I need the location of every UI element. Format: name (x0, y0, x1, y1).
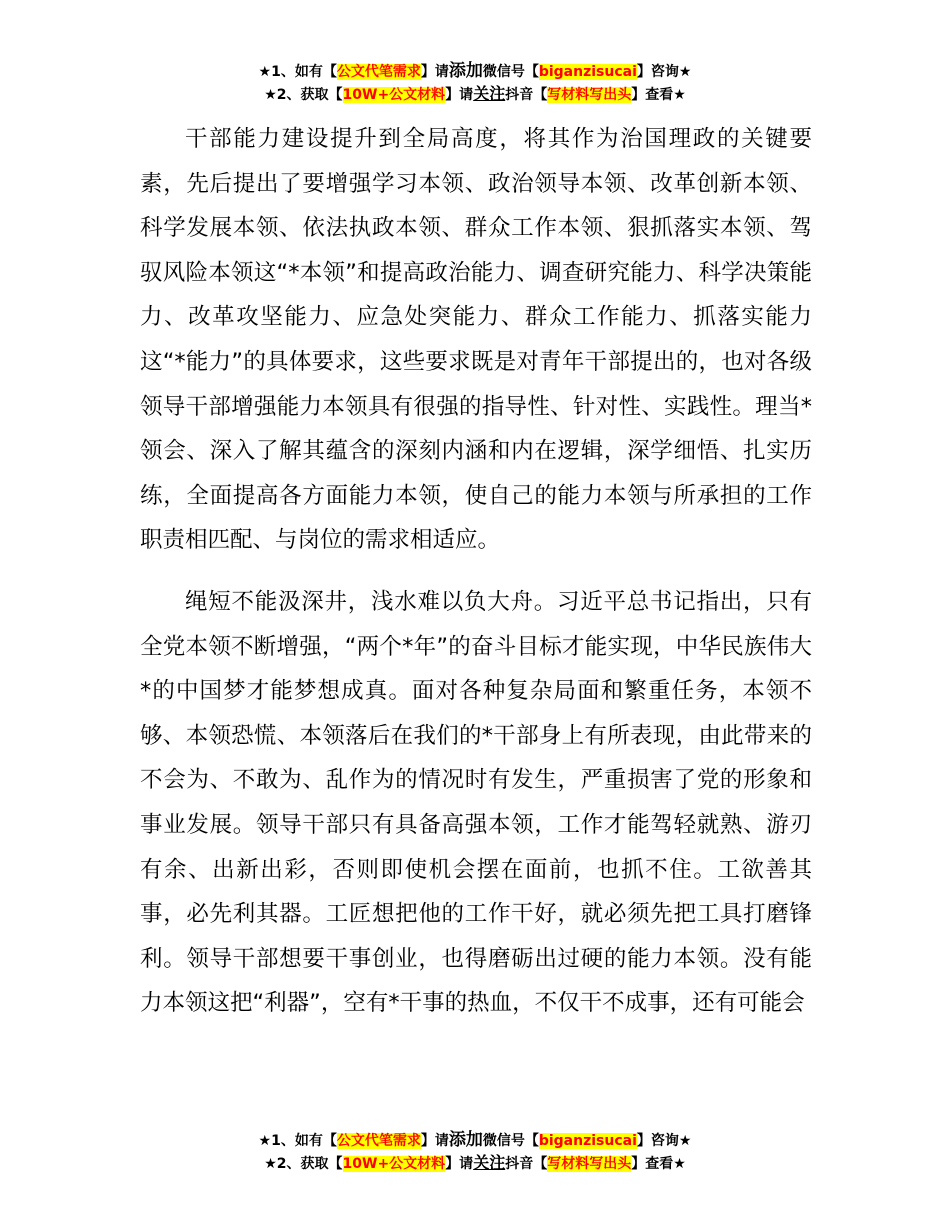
highlight-douyin-account: 写材料写出头 (547, 87, 632, 103)
highlight-materials: 10W+公文材料 (342, 87, 446, 103)
banner-text: 微信号【 (482, 1133, 539, 1149)
banner-text: 】查看★ (631, 1156, 686, 1172)
highlight-ghostwriting: 公文代笔需求 (336, 64, 421, 80)
banner-text: 】请 (445, 1156, 474, 1172)
banner-line-1 (0, 60, 950, 83)
banner-text: 】请 (420, 1133, 449, 1149)
banner-line-2 (0, 1152, 950, 1175)
emphasis-add: 添加 (448, 1130, 483, 1150)
highlight-wechat-id: biganzisucai (538, 64, 637, 80)
highlight-wechat-id: biganzisucai (538, 1133, 637, 1149)
highlight-materials: 10W+公文材料 (342, 1156, 446, 1172)
banner-line-2 (0, 83, 950, 106)
banner-text: 】咨询★ (636, 1133, 692, 1149)
banner-text: ★1、如有【 (258, 64, 337, 80)
banner-text: 】咨询★ (636, 64, 692, 80)
banner-text: 】查看★ (631, 87, 686, 103)
emphasis-follow: 关注 (473, 1153, 506, 1172)
document-body (140, 117, 812, 1026)
paragraph-2: 绳短不能汲深井，浅水难以负大舟。习近平总书记指出，只有全党本领不断增强，“两个*年”的奋斗目标才能实现，中华民族伟大*的中国梦才能梦想成真。面对各种复杂局面和繁重任务，本领不够、本领恐慌、本领落后在我们的*干部身上有所表现，由此带来的不会为、不敢为、乱作为的情况时有发生，严重损害了党的形象和事业发展。领导干部只有具备高强本领，工作才能驾轻就熟、游刃有余、出新出彩，否则即使机会摆在面前，也抓不住。工欲善其事，必先利其器。工匠想把他的工作干好，就必须先把工具打磨锋利。领导干部想要干事创业，也得磨砺出过硬的能力本领。没有能力本领这把“利器”，空有*干事的热血，不仅干不成事，还有可能会 (140, 588, 812, 1017)
banner-text: 微信号【 (482, 64, 539, 80)
emphasis-add: 添加 (448, 61, 483, 81)
highlight-ghostwriting: 公文代笔需求 (336, 1133, 421, 1149)
paragraph-1: 干部能力建设提升到全局高度，将其作为治国理政的关键要素，先后提出了要增强学习本领、政治领导本领、改革创新本领、科学发展本领、依法执政本领、群众工作本领、狠抓落实本领、驾驭风险本领这“*本领”和提高政治能力、调查研究能力、科学决策能力、改革攻坚能力、应急处突能力、群众工作能力、抓落实能力这“*能力”的具体要求，这些要求既是对青年干部提出的，也对各级领导干部增强能力本领具有很强的指导性、针对性、实践性。理当*领会、深入了解其蕴含的深刻内涵和内在逻辑，深学细悟、扎实历练，全面提高各方面能力本领，使自己的能力本领与所承担的工作职责相匹配、与岗位的需求相适应。 (140, 126, 812, 554)
banner-text: ★2、获取【 (264, 87, 343, 103)
banner-text: ★2、获取【 (264, 1156, 343, 1172)
banner-text: 】请 (420, 64, 449, 80)
header-banner (0, 60, 950, 106)
footer-banner (0, 1129, 950, 1175)
banner-text: 抖音【 (505, 1156, 548, 1172)
banner-line-1 (0, 1129, 950, 1152)
banner-text: 】请 (445, 87, 474, 103)
banner-text: 抖音【 (505, 87, 548, 103)
highlight-douyin-account: 写材料写出头 (547, 1156, 632, 1172)
emphasis-follow: 关注 (473, 84, 506, 103)
banner-text: ★1、如有【 (258, 1133, 337, 1149)
